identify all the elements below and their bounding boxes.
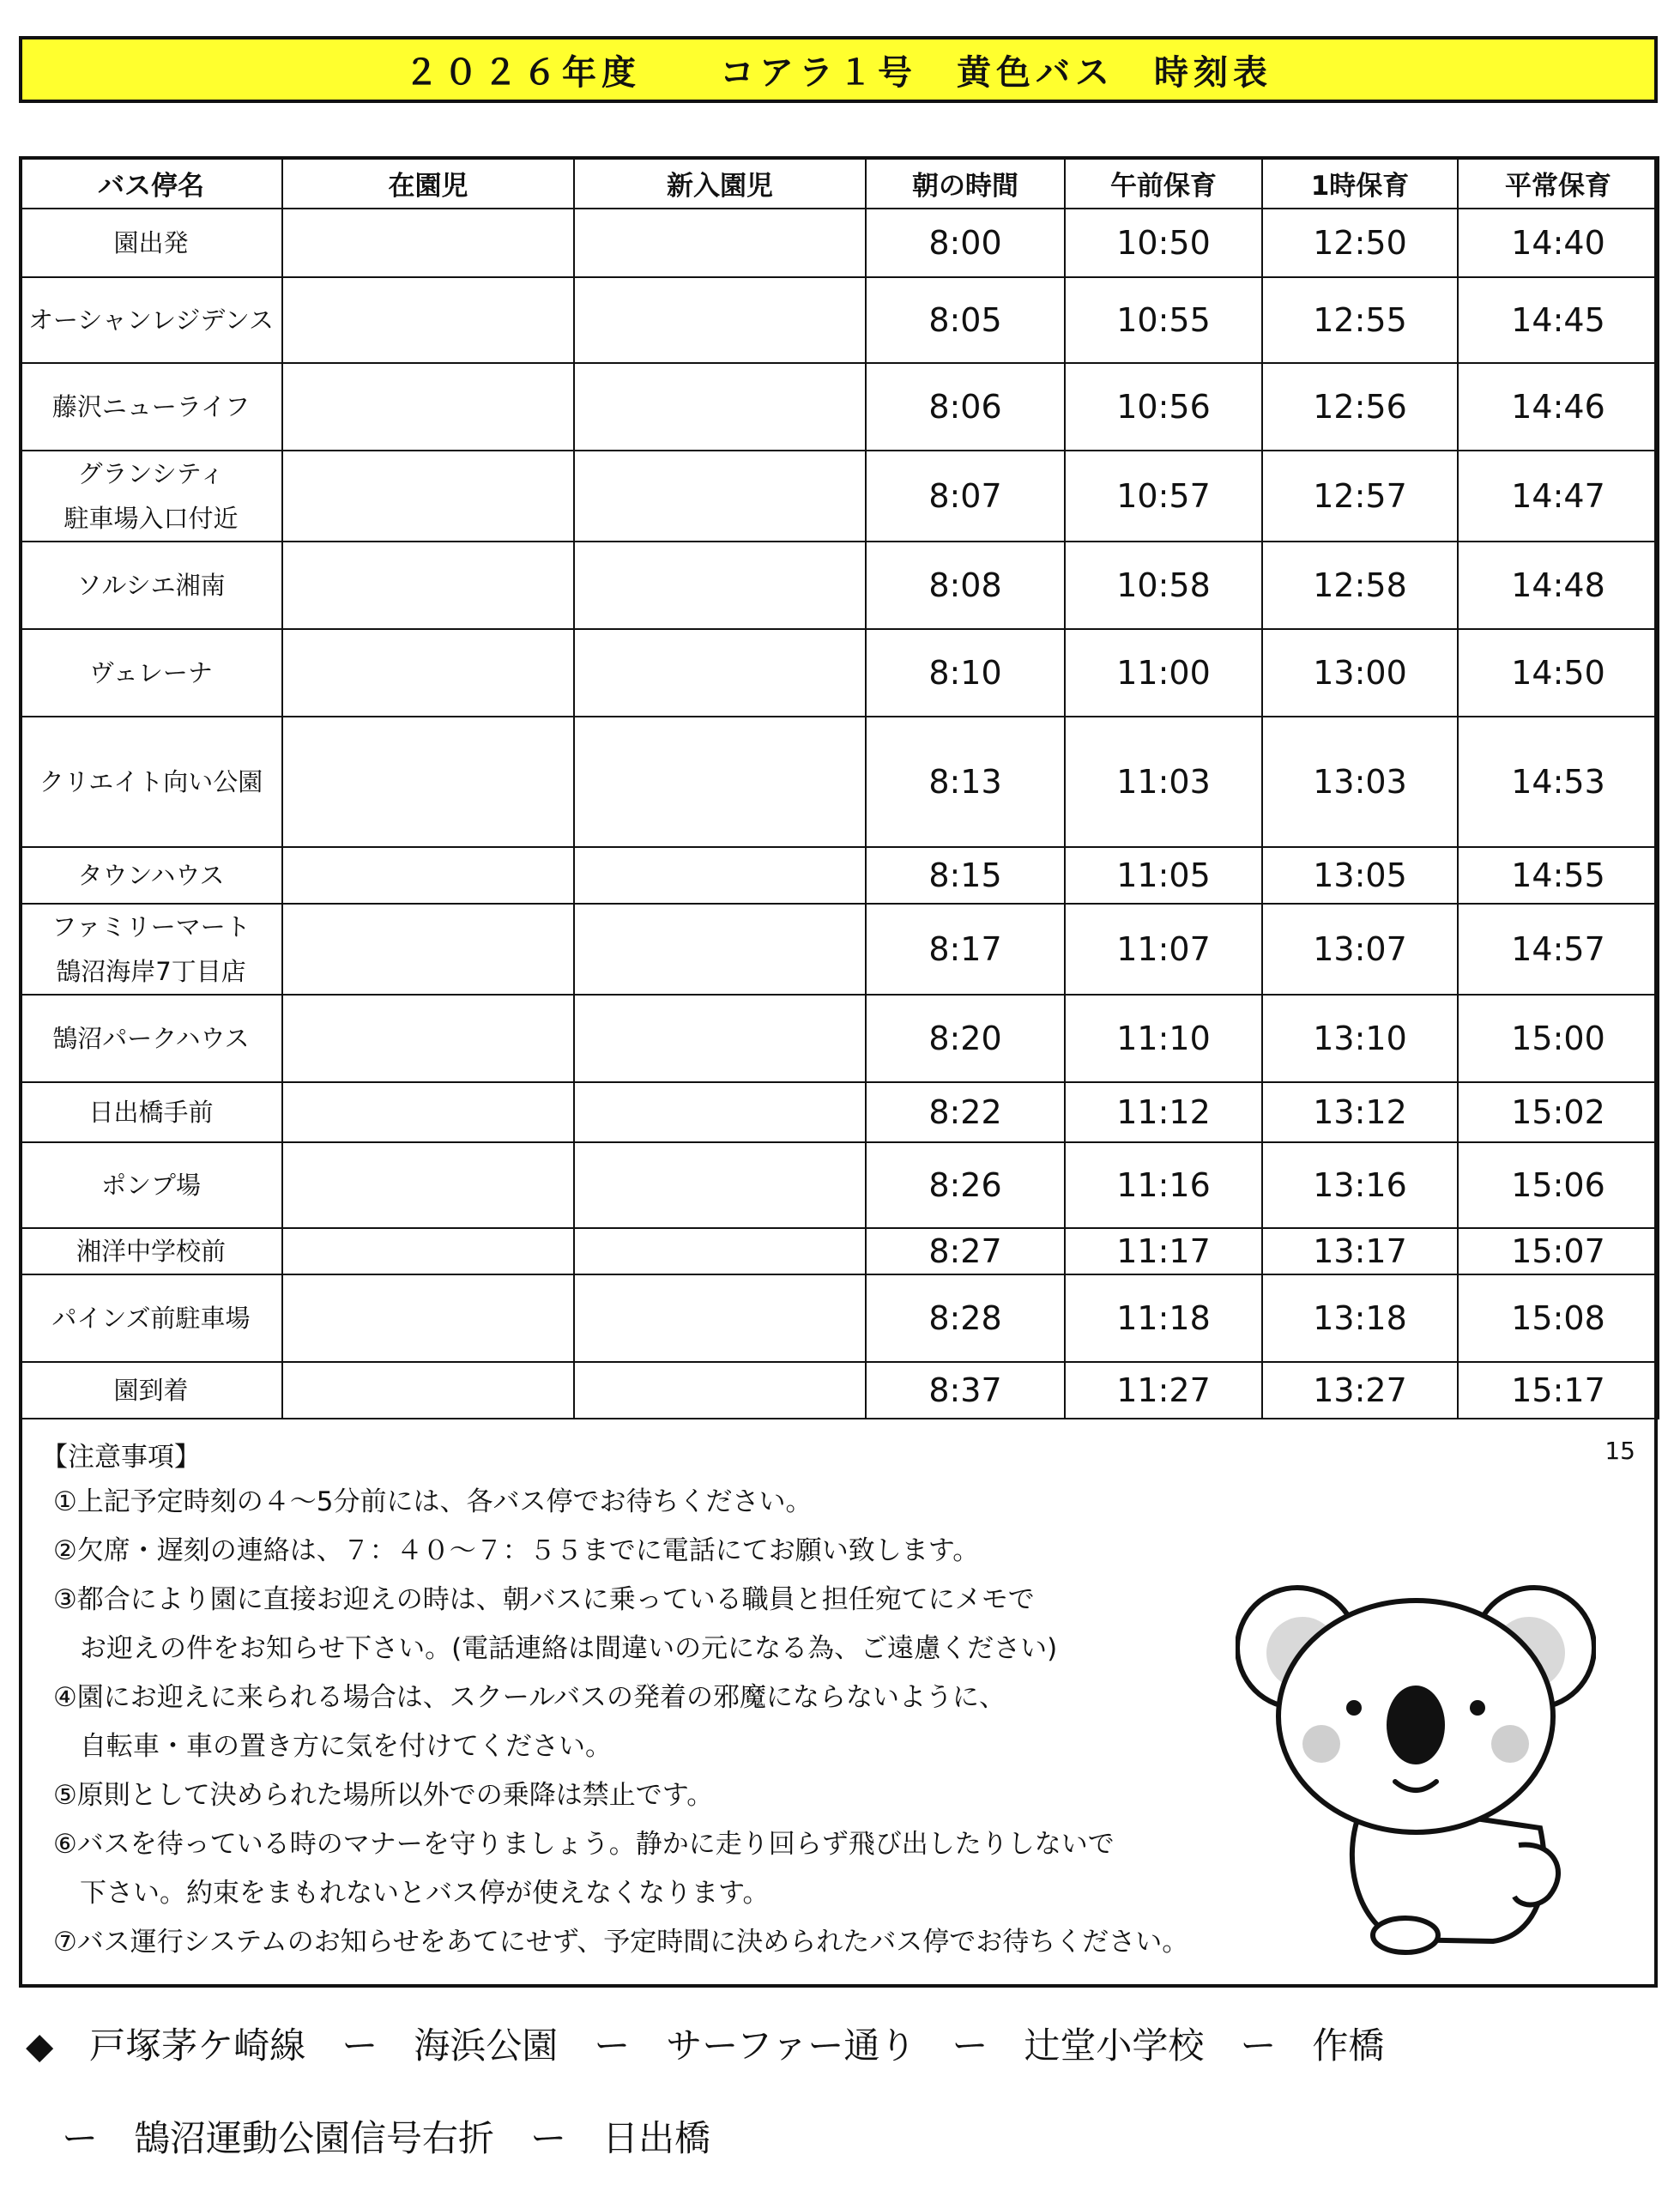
note-item: ②欠席・遅刻の連絡は、７：４０〜７：５５までに電話にてお願い致します。 (53, 1535, 980, 1566)
enrolled-cell (282, 1228, 574, 1274)
route-line: ー 鵠沼運動公園信号右折 ー 日出橋 (26, 2117, 711, 2159)
stop-name-cell: パインズ前駐車場 (20, 1274, 282, 1362)
am-time-cell: 11:16 (1065, 1142, 1262, 1228)
page-title: ２０２６年度 コアラ１号 黄色バス 時刻表 (19, 36, 1658, 103)
stop-name-cell: 日出橋手前 (20, 1082, 282, 1142)
morning-time-cell: 8:08 (866, 542, 1065, 629)
regular-time-cell: 15:00 (1458, 995, 1659, 1082)
one-time-cell: 13:07 (1262, 904, 1458, 995)
table-row (20, 1274, 1659, 1362)
am-time-cell: 10:58 (1065, 542, 1262, 629)
stop-name-cell: 湘洋中学校前 (20, 1228, 282, 1274)
stop-name-cell: ファミリーマート 鵠沼海岸7丁目店 (20, 904, 282, 995)
enrolled-cell (282, 904, 574, 995)
enrolled-cell (282, 1362, 574, 1419)
note-item: 下さい。約束をまもれないとバス停が使えなくなります。 (53, 1878, 770, 1909)
stop-name-cell: 園到着 (20, 1362, 282, 1419)
one-time-cell: 13:27 (1262, 1362, 1458, 1419)
morning-time-cell: 8:17 (866, 904, 1065, 995)
am-time-cell: 11:18 (1065, 1274, 1262, 1362)
enrolled-cell (282, 451, 574, 542)
stop-name-cell: ヴェレーナ (20, 629, 282, 717)
one-time-cell: 13:10 (1262, 995, 1458, 1082)
route-description (26, 2000, 1639, 2185)
morning-time-cell: 8:05 (866, 277, 1065, 363)
stop-name-cell: ポンプ場 (20, 1142, 282, 1228)
morning-time-cell: 8:28 (866, 1274, 1065, 1362)
stop-name-cell: タウンハウス (20, 847, 282, 904)
enrolled-cell (282, 995, 574, 1082)
col-header-one: 1時保育 (1262, 157, 1458, 209)
one-time-cell: 12:50 (1262, 209, 1458, 277)
table-row (20, 209, 1659, 277)
regular-time-cell: 15:07 (1458, 1228, 1659, 1274)
regular-time-cell: 14:50 (1458, 629, 1659, 717)
page-number: 15 (1604, 1437, 1635, 1465)
enrolled-cell (282, 629, 574, 717)
note-item: お迎えの件をお知らせ下さい。(電話連絡は間違いの元になる為、ご遠慮ください) (53, 1633, 1058, 1664)
notes-list (53, 1478, 1289, 1967)
new-student-cell (574, 1142, 866, 1228)
col-header-regular: 平常保育 (1458, 157, 1659, 209)
morning-time-cell: 8:07 (866, 451, 1065, 542)
morning-time-cell: 8:10 (866, 629, 1065, 717)
table-row (20, 277, 1659, 363)
new-student-cell (574, 1362, 866, 1419)
table-row (20, 363, 1659, 451)
morning-time-cell: 8:20 (866, 995, 1065, 1082)
one-time-cell: 13:16 (1262, 1142, 1458, 1228)
note-item: 自転車・車の置き方に気を付けてください。 (53, 1731, 612, 1762)
enrolled-cell (282, 542, 574, 629)
table-row (20, 1228, 1659, 1274)
stop-name-cell: クリエイト向い公園 (20, 717, 282, 847)
table-row (20, 1142, 1659, 1228)
stop-name-cell: 鵠沼パークハウス (20, 995, 282, 1082)
col-header-am: 午前保育 (1065, 157, 1262, 209)
new-student-cell (574, 1274, 866, 1362)
one-time-cell: 13:12 (1262, 1082, 1458, 1142)
enrolled-cell (282, 1082, 574, 1142)
am-time-cell: 11:05 (1065, 847, 1262, 904)
regular-time-cell: 15:17 (1458, 1362, 1659, 1419)
stop-name-cell: オーシャンレジデンス (20, 277, 282, 363)
note-item: ⑦バス運行システムのお知らせをあてにせず、予定時間に決められたバス停でお待ちください。 (53, 1927, 1189, 1958)
route-line: ◆ 戸塚茅ケ崎線 ー 海浜公園 ー サーファー通り ー 辻堂小学校 ー 作橋 (26, 2025, 1385, 2067)
one-time-cell: 12:55 (1262, 277, 1458, 363)
one-time-cell: 13:18 (1262, 1274, 1458, 1362)
am-time-cell: 10:56 (1065, 363, 1262, 451)
table-row (20, 1362, 1659, 1419)
new-student-cell (574, 542, 866, 629)
table-header-row (20, 157, 1659, 209)
new-student-cell (574, 209, 866, 277)
new-student-cell (574, 363, 866, 451)
table-row (20, 451, 1659, 542)
morning-time-cell: 8:06 (866, 363, 1065, 451)
am-time-cell: 11:17 (1065, 1228, 1262, 1274)
table-row (20, 1082, 1659, 1142)
col-header-new: 新入園児 (574, 157, 866, 209)
am-time-cell: 11:03 (1065, 717, 1262, 847)
regular-time-cell: 14:55 (1458, 847, 1659, 904)
one-time-cell: 13:00 (1262, 629, 1458, 717)
stop-name-cell: ソルシエ湘南 (20, 542, 282, 629)
morning-time-cell: 8:22 (866, 1082, 1065, 1142)
morning-time-cell: 8:13 (866, 717, 1065, 847)
table-row (20, 717, 1659, 847)
timetable (19, 156, 1659, 1419)
regular-time-cell: 14:48 (1458, 542, 1659, 629)
regular-time-cell: 14:53 (1458, 717, 1659, 847)
enrolled-cell (282, 847, 574, 904)
regular-time-cell: 15:02 (1458, 1082, 1659, 1142)
new-student-cell (574, 277, 866, 363)
enrolled-cell (282, 209, 574, 277)
new-student-cell (574, 995, 866, 1082)
morning-time-cell: 8:00 (866, 209, 1065, 277)
new-student-cell (574, 1082, 866, 1142)
col-header-enrolled: 在園児 (282, 157, 574, 209)
morning-time-cell: 8:27 (866, 1228, 1065, 1274)
am-time-cell: 11:27 (1065, 1362, 1262, 1419)
stop-name-cell: 藤沢ニューライフ (20, 363, 282, 451)
new-student-cell (574, 717, 866, 847)
regular-time-cell: 14:57 (1458, 904, 1659, 995)
stop-name-cell: グランシティ 駐車場入口付近 (20, 451, 282, 542)
enrolled-cell (282, 717, 574, 847)
enrolled-cell (282, 277, 574, 363)
morning-time-cell: 8:26 (866, 1142, 1065, 1228)
regular-time-cell: 14:40 (1458, 209, 1659, 277)
one-time-cell: 13:03 (1262, 717, 1458, 847)
table-row (20, 847, 1659, 904)
col-header-morning: 朝の時間 (866, 157, 1065, 209)
one-time-cell: 12:57 (1262, 451, 1458, 542)
note-item: ④園にお迎えに来られる場合は、スクールバスの発着の邪魔にならないように、 (53, 1682, 1006, 1713)
one-time-cell: 12:56 (1262, 363, 1458, 451)
new-student-cell (574, 629, 866, 717)
morning-time-cell: 8:37 (866, 1362, 1065, 1419)
one-time-cell: 12:58 (1262, 542, 1458, 629)
stop-name-cell: 園出発 (20, 209, 282, 277)
am-time-cell: 10:55 (1065, 277, 1262, 363)
col-header-stop: バス停名 (20, 157, 282, 209)
one-time-cell: 13:17 (1262, 1228, 1458, 1274)
notes-title: 【注意事項】 (41, 1442, 201, 1473)
table-row (20, 904, 1659, 995)
note-item: ⑤原則として決められた場所以外での乗降は禁止です。 (53, 1780, 714, 1811)
regular-time-cell: 14:46 (1458, 363, 1659, 451)
table-row (20, 542, 1659, 629)
enrolled-cell (282, 363, 574, 451)
koala-illustration-icon (1236, 1545, 1596, 1957)
note-item: ①上記予定時刻の４〜5分前には、各バス停でお待ちください。 (53, 1486, 813, 1517)
am-time-cell: 11:07 (1065, 904, 1262, 995)
enrolled-cell (282, 1142, 574, 1228)
regular-time-cell: 14:45 (1458, 277, 1659, 363)
one-time-cell: 13:05 (1262, 847, 1458, 904)
am-time-cell: 11:12 (1065, 1082, 1262, 1142)
new-student-cell (574, 847, 866, 904)
enrolled-cell (282, 1274, 574, 1362)
am-time-cell: 10:57 (1065, 451, 1262, 542)
note-item: ③都合により園に直接お迎えの時は、朝バスに乗っている職員と担任宛てにメモで (53, 1584, 1035, 1615)
am-time-cell: 11:10 (1065, 995, 1262, 1082)
regular-time-cell: 15:06 (1458, 1142, 1659, 1228)
new-student-cell (574, 904, 866, 995)
table-row (20, 995, 1659, 1082)
table-row (20, 629, 1659, 717)
am-time-cell: 11:00 (1065, 629, 1262, 717)
am-time-cell: 10:50 (1065, 209, 1262, 277)
note-item: ⑥バスを待っている時のマナーを守りましょう。静かに走り回らず飛び出したりしないで (53, 1829, 1115, 1860)
morning-time-cell: 8:15 (866, 847, 1065, 904)
regular-time-cell: 14:47 (1458, 451, 1659, 542)
new-student-cell (574, 451, 866, 542)
regular-time-cell: 15:08 (1458, 1274, 1659, 1362)
new-student-cell (574, 1228, 866, 1274)
